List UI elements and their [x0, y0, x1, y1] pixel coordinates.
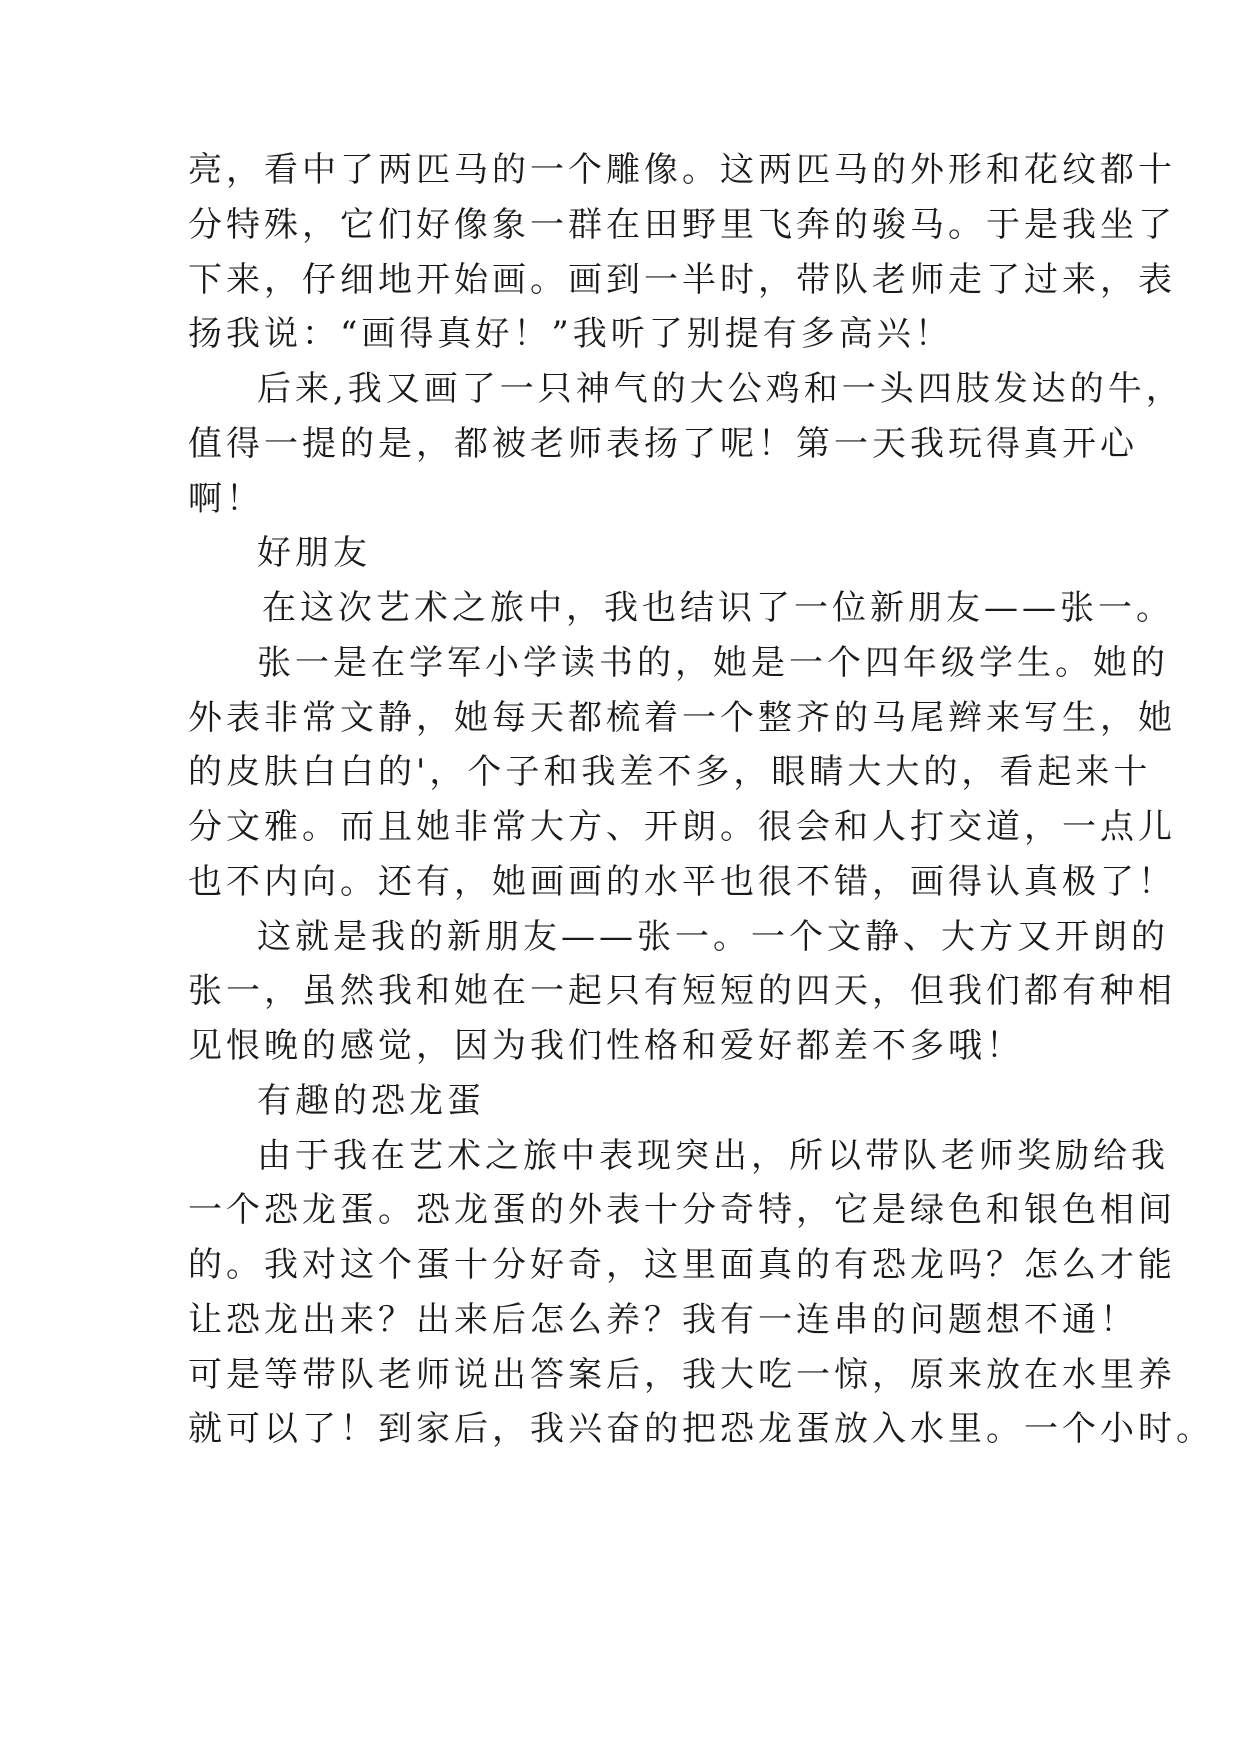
text-line: 分文雅。而且她非常大方、开朗。很会和人打交道，一点儿 [188, 807, 1176, 847]
text-line: 扬我说：“画得真好！”我听了别提有多高兴！ [188, 314, 953, 354]
text-line: 下来，仔细地开始画。画到一半时，带队老师走了过来，表 [188, 260, 1176, 300]
section-heading: 有趣的恐龙蛋 [257, 1081, 485, 1121]
text-line: 就可以了！到家后，我兴奋的把恐龙蛋放入水里。一个小时。 [188, 1409, 1214, 1449]
text-line: 的。我对这个蛋十分好奇，这里面真的有恐龙吗？怎么才能 [188, 1245, 1176, 1285]
paragraph-start-line: 由于我在艺术之旅中表现突出，所以带队老师奖励给我 [257, 1136, 1169, 1176]
text-line: 的皮肤白白的'，个子和我差不多，眼睛大大的，看起来十 [188, 752, 1152, 792]
text-line: 见恨晚的感觉，因为我们性格和爱好都差不多哦！ [188, 1026, 1024, 1066]
text-line: 啊！ [188, 479, 264, 519]
text-line: 也不内向。还有，她画画的水平也很不错，画得认真极了！ [188, 862, 1176, 902]
text-line: 分特殊，它们好像象一群在田野里飞奔的骏马。于是我坐了 [188, 205, 1176, 245]
text-line: 可是等带队老师说出答案后，我大吃一惊，原来放在水里养 [188, 1355, 1176, 1395]
text-line: 外表非常文静，她每天都梳着一个整齐的马尾辫来写生，她 [188, 698, 1176, 738]
text-line: 值得一提的是，都被老师表扬了呢！第一天我玩得真开心 [188, 424, 1138, 464]
paragraph-start-line: 这就是我的新朋友——张一。一个文静、大方又开朗的 [257, 917, 1169, 957]
section-heading: 好朋友 [257, 533, 371, 573]
paragraph-start-line: 在这次艺术之旅中，我也结识了一位新朋友——张一。 [262, 588, 1174, 628]
text-line: 一个恐龙蛋。恐龙蛋的外表十分奇特，它是绿色和银色相间 [188, 1190, 1176, 1230]
text-line: 张一，虽然我和她在一起只有短短的四天，但我们都有种相 [188, 971, 1176, 1011]
text-line: 亮，看中了两匹马的一个雕像。这两匹马的外形和花纹都十 [188, 150, 1176, 190]
text-line: 让恐龙出来？出来后怎么养？我有一连串的问题想不通！ [188, 1300, 1138, 1340]
paragraph-start-line: 张一是在学军小学读书的，她是一个四年级学生。她的 [257, 643, 1169, 683]
paragraph-start-line: 后来,我又画了一只神气的大公鸡和一头四肢发达的牛， [257, 369, 1184, 409]
